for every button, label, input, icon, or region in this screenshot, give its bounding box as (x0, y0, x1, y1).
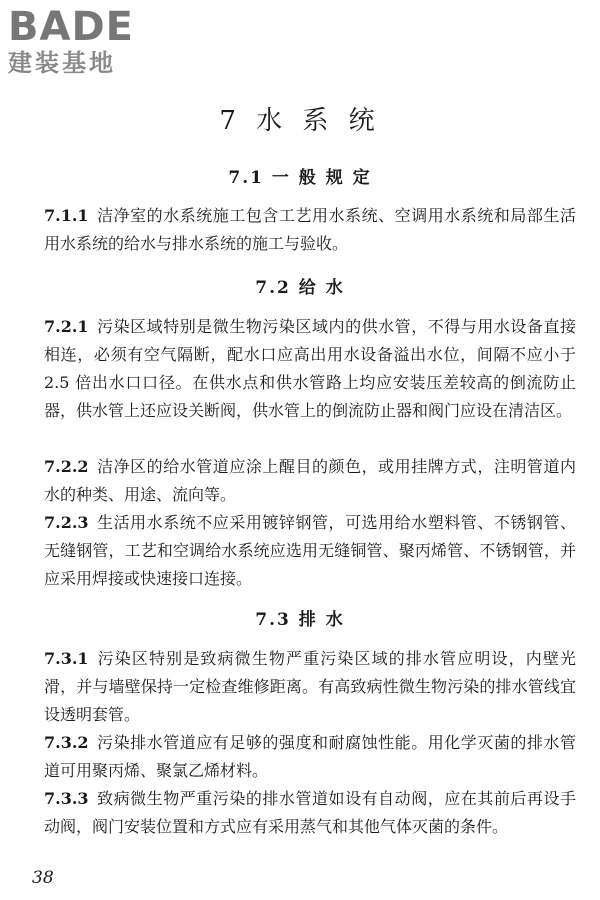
clause-7-2-1 (44, 313, 576, 425)
clause-number: 7.3.1 (44, 649, 89, 668)
clause-text: 洁净区的给水管道应涂上醒目的颜色，或用挂牌方式，注明管道内水的种类、用途、流向等。 (44, 457, 576, 504)
clause-number: 7.2.1 (44, 317, 89, 336)
chapter-title: 7 水 系 统 (219, 106, 381, 136)
clause-number: 7.1.1 (44, 206, 89, 225)
section-heading-7-2: 7.2 给 水 (255, 278, 345, 298)
logo-text-cn: 建装基地 (8, 49, 116, 77)
clause-text: 生活用水系统不应采用镀锌钢管，可选用给水塑料管、不锈钢管、无缝钢管，工艺和空调给水系统应选用无缝铜管、聚丙烯管、不锈钢管，并应采用焊接或快速接口连接。 (44, 513, 576, 588)
clause-text: 污染区域特别是微生物污染区域内的供水管，不得与用水设备直接相连，必须有空气隔断，配水口应高出用水设备溢出水位，间隔不应小于 2.5 倍出水口口径。在供水点和供水管路上均应安装压差较高的倒流防止器，供水管上还应设关断阀，供水管上的倒流防止器和阀门应设在清洁区。 (44, 317, 576, 420)
clause-number: 7.2.3 (44, 513, 89, 532)
logo-text-en: BADE (8, 4, 134, 50)
section-heading-7-1: 7.1 一 般 规 定 (228, 168, 372, 188)
clause-number: 7.3.3 (44, 789, 89, 808)
clause-7-2-2 (44, 453, 576, 509)
clause-7-1-1 (44, 202, 576, 258)
clause-text: 污染区特别是致病微生物严重污染区域的排水管应明设，内壁光滑，并与墙壁保持一定检查维修距离。有高致病性微生物污染的排水管线宜设透明套管。 (44, 649, 576, 724)
clause-text: 污染排水管道应有足够的强度和耐腐蚀性能。用化学灭菌的排水管道可用聚丙烯、聚氯乙烯材料。 (44, 733, 576, 780)
clause-7-3-1 (44, 645, 576, 729)
clause-text: 洁净室的水系统施工包含工艺用水系统、空调用水系统和局部生活用水系统的给水与排水系统的施工与验收。 (44, 206, 576, 253)
section-heading-7-3: 7.3 排 水 (255, 610, 345, 630)
page-number: 38 (32, 868, 54, 888)
clause-text: 致病微生物严重污染的排水管道如设有自动阀，应在其前后再设手动阀，阀门安装位置和方式应有采用蒸气和其他气体灭菌的条件。 (44, 789, 576, 836)
bade-logo (8, 6, 178, 78)
clause-number: 7.3.2 (44, 733, 89, 752)
clause-number: 7.2.2 (44, 457, 89, 476)
clause-7-3-3 (44, 785, 576, 841)
clause-7-2-3 (44, 509, 576, 593)
clause-7-3-2 (44, 729, 576, 785)
